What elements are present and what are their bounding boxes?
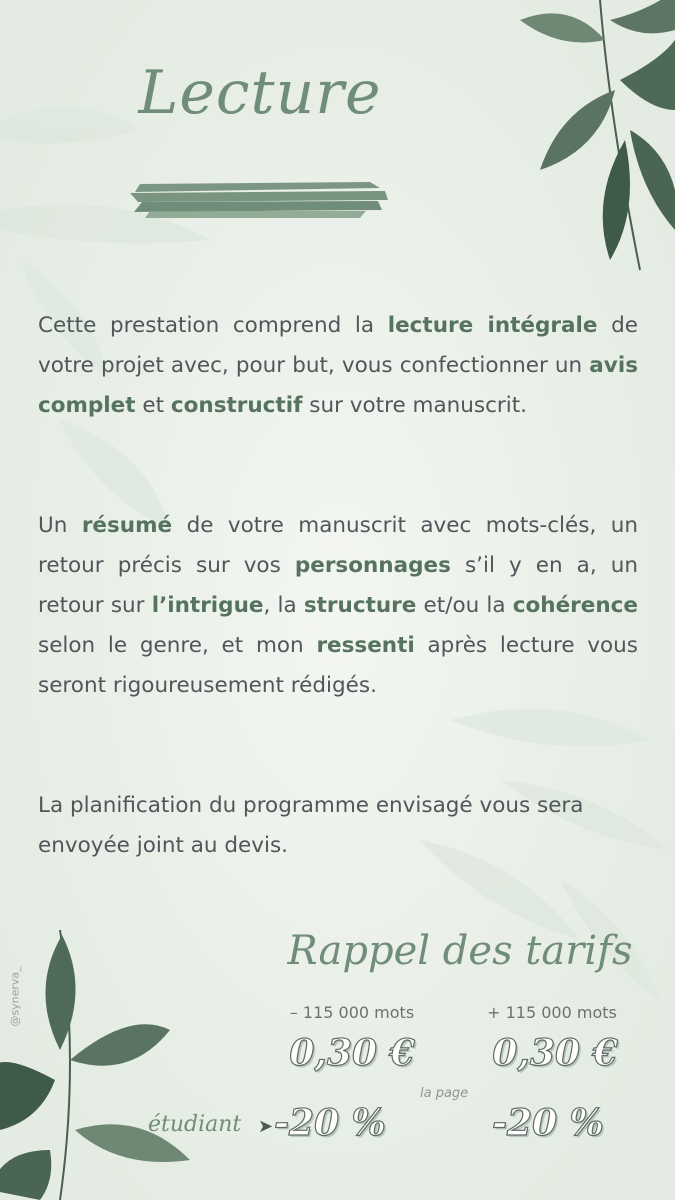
student-label: étudiant [148,1112,242,1137]
col2-discount: -20 % [492,1102,604,1144]
text-segment: Cette prestation comprend la [38,313,388,338]
description-paragraph-3: La planification du programme envisagé vous sera envoyée joint au devis. [38,793,584,858]
bold-keyword: structure [303,593,417,618]
text-segment: de votre projet avec, pour but, vous confectionner un [38,313,638,378]
text-segment: selon le genre, et mon [38,633,317,658]
brush-stroke-divider [130,178,390,220]
text-segment: s’il y en a, un retour sur [38,553,639,618]
author-handle: @synerva_ [8,966,22,1027]
description-paragraph-1 [38,306,638,426]
col1-label: – 115 000 mots [289,1003,415,1022]
bold-keyword: constructif [170,393,303,418]
unit-label: la page [420,1086,469,1101]
text-segment: , la [263,593,304,618]
text-segment: et [135,393,171,418]
tarifs-title: Rappel des tarifs [287,928,633,974]
page-title: Lecture [138,58,382,128]
arrow-right-icon: ➤ [258,1116,274,1137]
text-segment: Un [38,513,82,538]
description-paragraph-2 [38,506,638,706]
bold-keyword: l’intrigue [151,593,264,618]
bold-keyword: avis complet [38,353,638,418]
text-segment: après lecture vous seront rigoureusement rédigés. [38,633,639,698]
col2-price: 0,30 € [492,1032,618,1074]
col1-discount: -20 % [274,1102,386,1144]
bold-keyword: ressenti [316,633,415,658]
text-segment: sur votre manuscrit. [302,393,527,418]
text-segment: et/ou la [416,593,513,618]
col1-price: 0,30 € [289,1032,415,1074]
text-segment: de votre manuscrit avec mots-clés, un retour précis sur vos [38,513,638,578]
bold-keyword: personnages [294,553,451,578]
col2-label: + 115 000 mots [487,1003,617,1022]
bold-keyword: lecture intégrale [387,313,598,338]
bold-keyword: cohérence [512,593,638,618]
bold-keyword: résumé [81,513,173,538]
